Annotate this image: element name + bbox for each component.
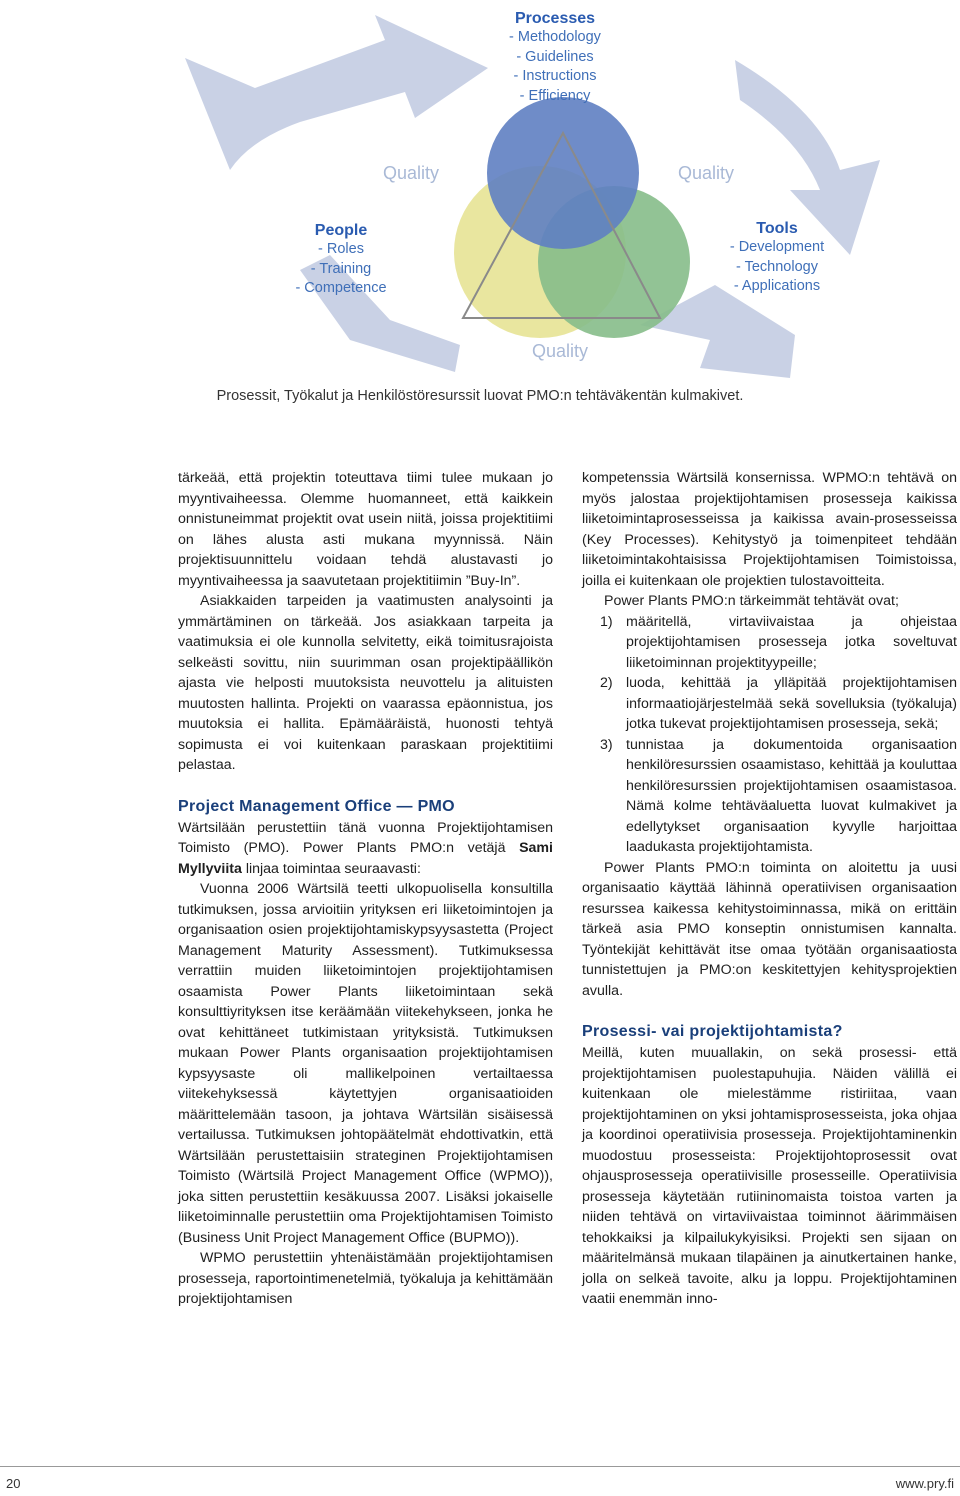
quality-bottom-label: Quality bbox=[532, 341, 589, 361]
paragraph: WPMO perustettiin yhtenäistämään projektijohtamisen prosesseja, raportointimenetelmiä, työkaluja ja kehittämään projektijohtamisen bbox=[178, 1250, 553, 1307]
quality-left-label: Quality bbox=[383, 163, 440, 183]
people-item: - Training bbox=[310, 260, 372, 277]
list-item-text: tunnistaa ja dokumentoida organisaation henkilöresurssien osaamistaso, kehittää ja kouluttaa henkilöresurssien projektijohtamisen osaamistasoa. Nämä kolme tehtäväaluetta luovat kulmakivet ja edellytykset organisaation kyvylle harjoittaa laadukasta projektijohtamista. bbox=[626, 736, 957, 855]
figure-graphic bbox=[0, 0, 960, 380]
people-item: - Competence bbox=[295, 280, 387, 296]
left-column bbox=[178, 468, 553, 1310]
paragraph: Power Plants PMO:n toiminta on aloitettu ja uusi organisaatio käyttää lähinnä operatiivisen organisaation resurssea kaikessa kehitystoiminnassa, mikä on erittäin tärkeä asia PMO konseptin onnistumisen kannalta. Työntekijät kehittävät itse omaa työtään organisaatiosta tunnistettujen ja PMO:on keskitettyjen kehitysprojektien avulla. bbox=[582, 859, 957, 999]
person-name: Sami Myllyviita bbox=[178, 840, 553, 877]
paragraph: kompetenssia Wärtsilä konsernissa. WPMO:n tehtävä on myös jalostaa projektijohtamisen prosesseja kaikissa liiketoimintaprosesseissa ja kaikissa avain-prosesseissa (Key Processes). Kehitystyö ja toimenpiteet tehdään liiketoimintakohtaisissa Projektijohtamisen Toimistoissa, joilla ei kuitenkaan ole projektien tulostavoitteita. bbox=[582, 470, 957, 589]
paragraph-text: Wärtsilään perustettiin tänä vuonna Projektijohtamisen Toimisto (PMO). Power Plants PMO:n vetäjä bbox=[178, 819, 553, 856]
page-number: 20 bbox=[6, 1476, 21, 1491]
pmo-cornerstones-figure bbox=[0, 0, 960, 420]
task-list bbox=[582, 612, 957, 858]
tools-label bbox=[713, 220, 841, 297]
processes-title: Processes bbox=[514, 10, 596, 27]
list-item: 2) luoda, kehittää ja ylläpitää projektijohtamisen informaatiojärjestelmää sekä sovelluksia (työkaluja) jotka tukevat projektijohtamisen prosesseja, sekä; bbox=[600, 675, 957, 732]
paragraph: Asiakkaiden tarpeiden ja vaatimusten analysointi ja ymmärtäminen on tärkeää. Jos asiakkaan tarpeita ja vaatimuksia ei ole kunnolla selvitetty, eikä toimitusrajoista selkeästi sovittu, niin suurimman osan projektipäällikön ajasta vie helposti muutoksista neuvottelu ja alituisten muutosten hallinta. Projekti on vaarassa epäonnistua, jos muutoksia ei hallita. Epämääräistä, huonosti tehtyä sopimusta ei voi kuitenkaan paraskaan projektitiimi pelastaa. bbox=[178, 593, 553, 773]
list-item: 1) määritellä, virtaviivaistaa ja ohjeistaa projektijohtamisen prosesseja jotka soveltuvat liiketoiminnan projektityypeille; bbox=[600, 613, 957, 671]
list-item: 3) tunnistaa ja dokumentoida organisaation henkilöresurssien osaamistaso, kehittää ja kouluttaa henkilöresurssien projektijohtamisen osaamistasoa. Nämä kolme tehtäväaluetta luovat kulmakivet ja edellytykset organisaation kyvylle harjoittaa laadukasta projektijohtamista. bbox=[600, 736, 957, 855]
people-title: People bbox=[314, 222, 368, 239]
people-label bbox=[278, 222, 404, 299]
processes-item: - Instructions bbox=[513, 68, 597, 84]
tools-item: - Applications bbox=[733, 278, 821, 294]
right-column bbox=[582, 468, 957, 1310]
paragraph: Meillä, kuten muuallakin, on sekä prosessi- että projektijohtamisen puolestapuhujia. Näiden välillä ei kuitenkaan ole mielestämme ristiriitaa, vaan projektijohtaminen on yksi johtamisprosesseista, joka ohjaa ja koordinoi operatiivisia prosesseja. Projektijohtaminenkin muodostuu prosesseista: Projektijohtoprosessit ovat ohjausprosesseja operatiivisille prosesseille. Operatiivisia prosesseja käytetään rutiininomaista toistoa varten ja niiden tehtävä on virtaviivaistaa toiminnot äärimmäisen tehokkaiksi ja kilpailukykyisiksi. Projekti sen sijaan on määritelmänsä mukaan tilapäinen ja ainutkertainen hanke, jolla on selkeä tavoite, alku ja loppu. Projektijohtaminen vaatii enemmän inno- bbox=[582, 1045, 957, 1307]
tools-title: Tools bbox=[756, 220, 798, 237]
processes-item: - Methodology bbox=[509, 29, 601, 45]
paragraph: tärkeää, että projektin toteuttava tiimi tulee mukaan jo myyntivaiheessa. Olemme huomanneet, että kaikkein onnistuneimmat projektit ovat usein niitä, joissa projektitiimi on lähes alusta asti mukana myynnissä. Näin projektisuunnittelu voidaan tehdä alustavasti jo myyntivaiheessa ja saavutetaan projektitiimin ”Buy-In”. bbox=[178, 470, 553, 589]
list-item-text: määritellä, virtaviivaistaa ja ohjeistaa projektijohtamisen prosesseja jotka soveltuvat liiketoiminnan projektityypeille; bbox=[626, 613, 957, 671]
left-arrow-shape bbox=[185, 15, 488, 170]
footer-rule bbox=[0, 1466, 960, 1467]
quality-right-label: Quality bbox=[678, 163, 735, 183]
tools-item: - Development bbox=[729, 239, 825, 255]
paragraph-text: linjaa toimintaa seuraavasti: bbox=[241, 860, 421, 877]
processes-item: - Efficiency bbox=[519, 87, 591, 104]
figure-caption: Prosessit, Työkalut ja Henkilöstöresurssit luovat PMO:n tehtäväkentän kulmakivet. bbox=[216, 388, 744, 404]
paragraph: Vuonna 2006 Wärtsilä teetti ulkopuolisella konsultilla tutkimuksen, jossa arvioitiin yrityksen eri liiketoimintojen ja organisaation osien projektijohtamiskypsyysastetta (Project Management Maturity Assessment). Tutkimuksessa verrattiin muiden liiketoimintojen projektijohtamisen osaamista Power Plants liiketoimintaan sekä konsulttiyrityksen itse keräämään viitekehykseen, jonka he ovat kehittäneet tutkimistaan yrityksistä. Tutkimuksen mukaan Power Plants organisaation projektijohtamisen kypsyysaste oli mallikelpoinen vertailtaessa viitekehyksessä käytettyjen organisaatioiden määrittelemään tasoon, ja johtava Wärtsilän sisäisessä vertailussa. Tutkimuksen johtopäätelmät ehdottivatkin, että Wärtsilään perustettaisiin strateginen Projektijohtamisen Toimisto (Wärtsilä Project Management Office (WPMO)), joka sitten perustettiin kesäkuussa 2007. Lisäksi jokaiselle liiketoiminnalle perustettiin oma Projektijohtamisen Toimisto (Business Unit Project Management Office (BUPMO)). bbox=[178, 881, 553, 1246]
paragraph bbox=[178, 818, 553, 880]
paragraph: Power Plants PMO:n tärkeimmät tehtävät ovat; bbox=[604, 593, 899, 609]
tools-item: - Technology bbox=[736, 258, 818, 275]
section-heading-pmo: Project Management Office — PMO bbox=[178, 797, 455, 815]
processes-label bbox=[490, 10, 620, 106]
processes-circle bbox=[487, 97, 639, 249]
processes-item: - Guidelines bbox=[516, 48, 594, 65]
section-heading-process: Prosessi- vai projektijohtamista? bbox=[582, 1023, 843, 1040]
site-url[interactable]: www.pry.fi bbox=[895, 1476, 954, 1491]
people-item: - Roles bbox=[318, 241, 364, 257]
list-item-text: luoda, kehittää ja ylläpitää projektijohtamisen informaatiojärjestelmää sekä sovelluksia (työkaluja) jotka tukevat projektijohtamisen prosesseja, sekä; bbox=[626, 675, 957, 732]
